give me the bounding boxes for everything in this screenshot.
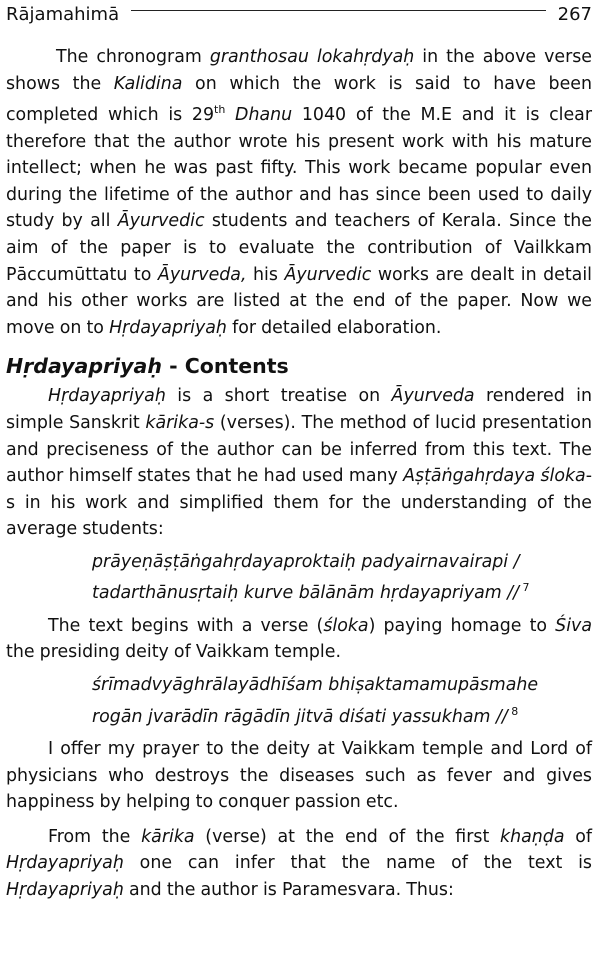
paragraph-chronogram: The chronogram granthosau lokahṛdyaḥ in the above verse shows the Kalidina on which the work is said to have been completed which is 29th Dhanu 1040 of the M.E and it is clear therefore that the author wrote his present work with his mature intellect; when he was past fifty. This work became popular even during the lifetime of the author and has since been used to daily study by all Āyurvedic students and teachers of Kerala. Since the aim of the paper is to evaluate the contribution of Vailkkam Pāccumūttatu to Āyurveda, his Āyurvedic works are dealt in detail and his other works are listed at the end of the paper. Now we move on to Hṛdayapriyaḥ for detailed elaboration. <box>6 47 592 338</box>
page-body <box>6 44 592 904</box>
header-rule <box>131 10 546 11</box>
footnote-marker: 8 <box>507 704 519 718</box>
page-number: 267 <box>557 3 592 25</box>
footnote-marker: 7 <box>519 581 530 595</box>
verse-block-2 <box>92 672 592 730</box>
paragraph-homage: The text begins with a verse (śloka) paying homage to Śiva the presiding deity of Vaikkam temple. <box>6 615 592 663</box>
verse-line: prāyeṇāṣṭāṅgahṛdayaproktaiḥ padyairnavairapi / <box>92 551 520 572</box>
page-header <box>6 2 592 26</box>
running-title: Rājamahimā <box>6 3 120 25</box>
verse-line: śrīmadvyāghrālayādhīśam bhiṣaktamamupāsmahe <box>92 675 539 696</box>
verse-line: rogān jvarādīn rāgādīn jitvā diśati yassukham // $^8$ <box>92 704 519 727</box>
paragraph-khanda: From the kārika (verse) at the end of the first khaṇḍa of Hṛdayapriyaḥ one can infer that the name of the text is Hṛdayapriyaḥ and the author is Paramesvara. Thus: <box>6 826 592 901</box>
section-heading: Hṛdayapriyaḥ - Contents <box>6 354 289 379</box>
verse-line: tadarthānusṛtaiḥ kurve bālānām hṛdayapriyam // $^7$ <box>92 581 530 604</box>
paragraph-translation: I offer my prayer to the deity at Vaikkam temple and Lord of physicians who destroys the diseases such as fever and gives happiness by helping to conquer passion etc. <box>6 739 592 813</box>
verse-block-1 <box>92 549 592 607</box>
paragraph-treatise: Hṛdayapriyaḥ is a short treatise on Āyurveda rendered in simple Sanskrit kārika-s (verses). The method of lucid presentation and preciseness of the author can be inferred from this text. The author himself states that he had used many Aṣṭāṅgahṛdaya śloka-s in his work and simplified them for the understanding of the average students: <box>6 386 592 540</box>
